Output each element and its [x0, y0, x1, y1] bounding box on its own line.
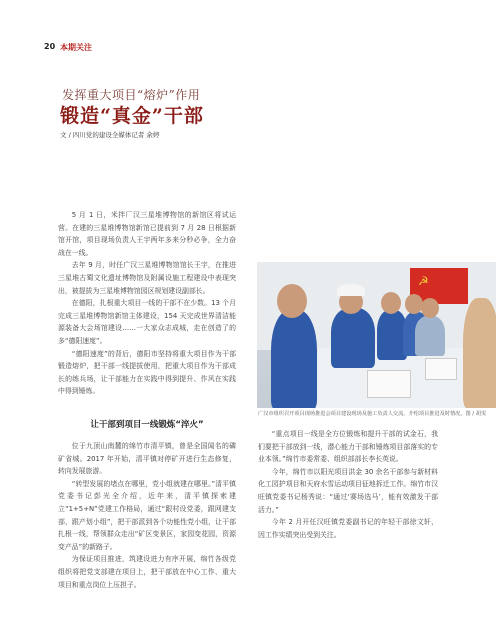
- paragraph: 去年 9 月，时任广汉三星堆博物馆馆长王宇，在推进三星堆古蜀文化遗址博物馆及附属设施工程建设中表现突出，被提拔为三星堆博物馆园区规划建设副部长。: [58, 261, 236, 295]
- paragraph: 位于九顶山南麓的绵竹市清平镇，曾是全国闻名的磷矿省城。2017 年开始，清平镇对停矿开进行生态修复，转向发展旅游。: [58, 442, 236, 476]
- paragraph: 今年，绵竹市以阳光项目洪金 30 余名干部参与新材料化工园护项目和天府水雪运动项目征地拆迁工作。绵竹市汉旺镇党委书记杨秀说：“通过‘赛场选马’，能有效激发干部活力。”: [258, 467, 438, 514]
- article-headline: 锻造“真金”干部: [60, 105, 204, 127]
- page-number: 20: [44, 42, 56, 51]
- paragraph: 5 月 1 日，米拌厂汉三星堆博物馆的新馆区将试运营。在建的三星堆博物馆新馆已提前到 7 月 28 日根据新馆开馆，项目现场负责人王宇两年多来分秒必争，全力奋战在一线。: [58, 211, 236, 257]
- section-subhead: 让干部到项目一线锻炼“淬火”: [90, 420, 204, 430]
- paragraph: 今年 2 月开任汉旺镇党委副书记的年轻干部徐文轩，因工作实绩突出受到关注。: [258, 518, 438, 539]
- photo-person: [271, 310, 317, 408]
- photo-person-head: [381, 292, 401, 314]
- photo-person-head: [405, 294, 423, 314]
- section-label: 本期关注: [60, 43, 92, 52]
- paragraph: “重点项目一线是全方位锻炼和提升干部的试金石，我们要把干部放到一线，潜心能力干部和锤炼项目部落实的专业本领。”绵竹市委常委、组织部部长李长英说。: [258, 430, 438, 464]
- photo-person-head: [277, 284, 307, 318]
- photo-person-head: [421, 298, 439, 318]
- paragraph: “德阳速度”的背后，德阳市坚持将重大项目作为干部锻造熔炉，把干部一线提拔使用，把重大项目作为干部成长的练兵场，让干部能力在实践中得到提升、作风在实践中得到锤炼。: [58, 349, 236, 396]
- article-kicker: 发挥重大项目“熔炉”作用: [62, 88, 201, 102]
- body-column-left-bottom: [58, 440, 236, 591]
- photo-document: [425, 358, 457, 380]
- article-photo: [257, 262, 496, 408]
- article-byline: 文 / 四川党的建设全媒体记者 余婷: [60, 131, 160, 139]
- paragraph: “转型发展的堵点在哪里，党小组就建在哪里。”清平镇党委书记彭光全介绍，近年来，清平镇探索建立“1+5+N”党建工作格局，通过“跟村设党委，跟网建支部，跟产划小组”，把干部派到各个功能性党小组，让干部扎根一线，帮领群众走出“矿区变景区，家园变花园，资源变产品”的新路子。: [58, 479, 236, 551]
- photo-person: [463, 298, 496, 408]
- body-column-right: [258, 428, 438, 541]
- paragraph: 为保证项目推进，筑建设进力有序开展，绵竹各级党组织将把党支部建在项目上，把干部放在中心工作、重大项目和重点岗位上压担子。: [58, 555, 236, 589]
- photo-document: [367, 370, 411, 398]
- photo-helmet: [337, 284, 365, 296]
- photo-person: [331, 308, 375, 368]
- flag-emblem-icon: ☭: [418, 274, 429, 288]
- photo-caption: 广汉市组织召开项目现场推进会项目建设现场及施工负责人交流，介绍项目推进及时情况。图 / 胡雯: [258, 411, 487, 417]
- body-column-left-top: [58, 209, 236, 398]
- paragraph: 在德阳，扎根重大项目一线的干部不在少数。13 个月完成三星堆博物馆新馆主体建设，154 天完成世界清洁能源装备大会场馆建设……一大家众志成城，走在创造了的多“德阳速度”。: [58, 299, 236, 345]
- photo-person: [415, 316, 445, 356]
